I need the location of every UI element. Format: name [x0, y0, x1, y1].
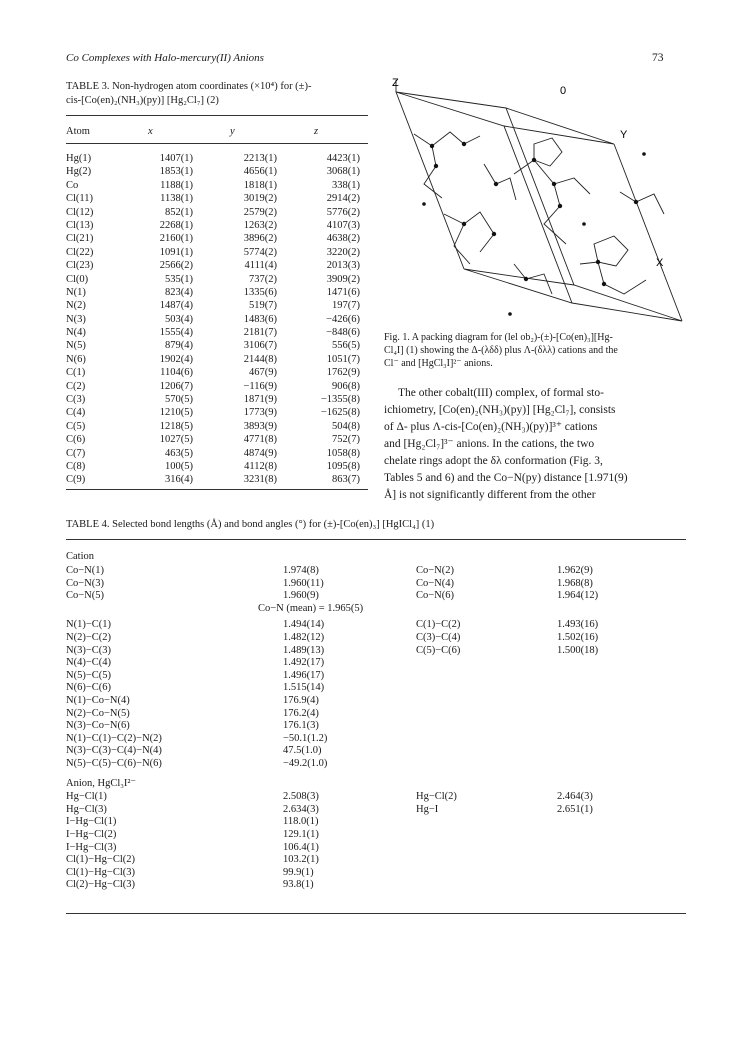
molecule-bonds	[444, 212, 494, 252]
table3-cell-y: 2213(1)	[243, 153, 277, 164]
table3-cell-y: 737(2)	[249, 273, 277, 285]
axis-label-z: Z	[392, 77, 399, 89]
table3-cell-y: 1773(9)	[243, 407, 277, 419]
table3-cell-x: 1188(1)	[160, 179, 193, 191]
table3-row	[66, 166, 368, 179]
table4-bond-label: Co−N(4)	[416, 577, 455, 589]
table3-cell-y: 1483(6)	[243, 313, 277, 325]
table4-bond-label: Cl(2)−Hg−Cl(3)	[66, 879, 136, 891]
table3-row	[66, 407, 368, 420]
table3-body	[66, 153, 368, 488]
table4-bond-label: N(1)−C(1)−C(2)−N(2)	[66, 732, 162, 744]
table3-cell-atom: C(8)	[66, 460, 86, 472]
table3-cell-x: 535(1)	[165, 273, 193, 285]
table3-header-y: y	[230, 126, 235, 137]
molecule-bonds	[484, 164, 516, 200]
table4-bond-label: C(3)−C(4)	[416, 632, 461, 643]
table3-header-x: x	[148, 126, 153, 137]
table4-bond-value: 1.964(12)	[557, 590, 599, 602]
table3-row	[66, 233, 368, 246]
table4-bond-value: −50.1(1.2)	[283, 732, 328, 744]
table4-bond-label: Co−N(5)	[66, 590, 105, 602]
table3-cell-atom: Cl(12)	[66, 206, 94, 218]
table3-cell-y: −116(9)	[243, 380, 277, 392]
table4-bond-value: 47.5(1.0)	[283, 745, 322, 757]
table3-row	[66, 274, 368, 287]
table3-cell-z: 1762(9)	[326, 367, 360, 379]
table3-cell-atom: Hg(1)	[66, 153, 92, 164]
body-line: Tables 5 and 6) and the Co−N(py) distance [1.971(9)	[384, 472, 628, 484]
table3-cell-x: 100(5)	[165, 460, 193, 472]
table3-cell-y: 467(9)	[249, 367, 277, 379]
table4-bond-value: −49.2(1.0)	[283, 758, 328, 769]
table4-bond-value: 1.962(9)	[557, 565, 593, 576]
table3-cell-x: 1555(4)	[159, 327, 193, 339]
table4-bond-value: 106.4(1)	[283, 841, 319, 853]
table4-bond-value: 1.974(8)	[283, 565, 319, 576]
packing-diagram-figure	[384, 74, 686, 330]
table3-cell-atom: C(4)	[66, 407, 86, 419]
table3-cell-atom: C(3)	[66, 394, 86, 406]
cell-top-face	[396, 92, 614, 144]
figure-caption-line: Cl₄I] (1) showing the Δ-(λδδ) plus Λ-(δλλ) cations and the	[384, 345, 618, 356]
table3-cell-y: 4771(8)	[243, 434, 277, 446]
table3-row	[66, 340, 368, 353]
table4-bond-value: 2.464(3)	[557, 791, 593, 803]
body-line: The other cobalt(III) complex, of formal sto-	[398, 387, 604, 399]
table4-bond-value: 1.494(14)	[283, 619, 325, 631]
table3-cell-atom: N(1)	[66, 286, 86, 298]
table3-cell-x: 463(5)	[165, 447, 193, 459]
table3-header-rule	[66, 143, 368, 144]
table3-cell-z: 4638(2)	[326, 233, 360, 245]
body-line: chelate rings adopt the δλ conformation (Fig. 3,	[384, 455, 603, 467]
table3-cell-z: 906(8)	[332, 380, 360, 392]
body-line: ichiometry, [Co(en)₂(NH₃)(py)] [Hg₂Cl₇], consists	[384, 404, 616, 416]
table4-bond-value: 1.960(9)	[283, 590, 319, 602]
table4-bond-value: 176.1(3)	[283, 720, 319, 732]
table4-bond-value: 1.960(11)	[283, 577, 324, 589]
table3-cell-atom: Cl(0)	[66, 273, 89, 285]
table4-bond-label: N(1)−C(1)	[66, 619, 111, 631]
table4-caption: TABLE 4. Selected bond lengths (Å) and bond angles (°) for (±)-[Co(en)₃] [HgICl₄] (1)	[66, 519, 435, 530]
table4-bond-label: Co−N(3)	[66, 577, 105, 589]
table3-cell-x: 1487(4)	[159, 300, 193, 312]
table3-cell-atom: Cl(23)	[66, 260, 94, 272]
table4-bond-value: 176.2(4)	[283, 707, 319, 719]
table4-bond-value: 103.2(1)	[283, 854, 319, 866]
table3-cell-x: 879(4)	[165, 340, 193, 352]
table3-cell-atom: Hg(2)	[66, 166, 92, 178]
table3-row	[66, 300, 368, 313]
table4-bond-label: N(3)−Co−N(6)	[66, 720, 130, 732]
table3-row	[66, 153, 368, 166]
table3-row	[66, 193, 368, 206]
table4-bond-label: N(3)−C(3)−C(4)−N(4)	[66, 745, 162, 757]
table4-bond-label: N(5)−C(5)−C(6)−N(6)	[66, 758, 162, 769]
table3-row	[66, 180, 368, 193]
table3-cell-z: 3068(1)	[326, 166, 360, 178]
table3-caption-line2: cis-[Co(en)₂(NH₃)(py)] [Hg₂Cl₇] (2)	[66, 95, 219, 106]
table3-row	[66, 287, 368, 300]
table3-row	[66, 260, 368, 273]
table3-cell-x: 1206(7)	[159, 380, 193, 392]
table3-cell-z: 1095(8)	[326, 460, 360, 472]
table4-top-rule	[66, 539, 686, 540]
table3-row	[66, 367, 368, 380]
table4-bond-value: 118.0(1)	[283, 816, 319, 828]
table3-cell-x: 570(5)	[165, 394, 193, 406]
axis-label-origin: 0	[560, 85, 567, 97]
table4-bond-label: N(4)−C(4)	[66, 657, 111, 669]
table4-bond-value: 1.500(18)	[557, 644, 599, 656]
table4-bond-value: 2.508(3)	[283, 791, 319, 803]
table3-cell-atom: N(5)	[66, 340, 86, 352]
table4-bond-value: 1.502(16)	[557, 632, 599, 643]
table3-cell-x: 1218(5)	[159, 420, 193, 432]
table3-row	[66, 247, 368, 260]
table3-cell-y: 3896(2)	[243, 233, 277, 245]
table4-bond-value: 1.493(16)	[557, 619, 599, 631]
cell-edge	[506, 108, 574, 285]
table3-cell-atom: C(9)	[66, 474, 86, 486]
table3-cell-z: 1058(8)	[326, 447, 360, 459]
table4-bond-value: 129.1(1)	[283, 829, 319, 840]
table3-row	[66, 314, 368, 327]
table3-cell-y: 3019(2)	[243, 193, 277, 205]
molecule-bonds	[454, 224, 470, 264]
table3-top-rule	[66, 115, 368, 116]
table3-cell-z: −1625(8)	[320, 407, 360, 419]
table3-cell-atom: N(4)	[66, 327, 86, 339]
body-paragraph	[384, 385, 686, 504]
table3-cell-y: 3106(7)	[243, 340, 277, 352]
table3-cell-atom: Cl(11)	[66, 193, 94, 205]
table3-cell-y: 2181(7)	[243, 327, 277, 339]
table3-cell-z: 4423(1)	[326, 153, 360, 164]
cell-bottom-face	[464, 269, 682, 321]
table3-header	[66, 126, 368, 140]
table4-bond-label: I−Hg−Cl(3)	[66, 841, 117, 853]
table3-cell-atom: Cl(22)	[66, 246, 94, 258]
table3-caption-line1: TABLE 3. Non-hydrogen atom coordinates (×10⁴) for (±)-	[66, 81, 312, 92]
table3-cell-z: 3220(2)	[326, 246, 360, 258]
table4-bond-value: 99.9(1)	[283, 866, 314, 878]
table3-cell-x: 1027(5)	[159, 434, 193, 446]
table3-row	[66, 207, 368, 220]
table3-cell-atom: C(6)	[66, 434, 86, 446]
table3-cell-z: 863(7)	[332, 474, 360, 486]
table4-anion-heading: Anion, HgCl₃I²⁻	[66, 777, 137, 789]
table3-row	[66, 327, 368, 340]
table4-bond-label: Hg−Cl(3)	[66, 803, 107, 815]
table3-cell-x: 1407(1)	[159, 153, 193, 164]
table3-cell-y: 519(7)	[249, 300, 277, 312]
table3-cell-z: 4107(3)	[326, 219, 360, 231]
table3-header-atom: Atom	[66, 126, 90, 137]
molecule-bonds	[620, 192, 664, 214]
figure-caption	[384, 331, 684, 370]
table4-bond-label: Hg−I	[416, 803, 439, 815]
cell-edge	[396, 92, 464, 269]
table3-cell-atom: N(6)	[66, 353, 86, 365]
table4-bond-label: Co−N(2)	[416, 565, 455, 576]
table3-cell-x: 2160(1)	[159, 233, 193, 245]
table4-bottom-rule	[66, 913, 686, 914]
table3-cell-y: 4112(8)	[244, 460, 277, 472]
table3-cell-z: −848(6)	[326, 327, 360, 339]
table4-bond-label: Hg−Cl(2)	[416, 791, 457, 803]
table4-bond-value: 1.489(13)	[283, 644, 325, 656]
table4-bond-label: Cl(1)−Hg−Cl(2)	[66, 854, 136, 866]
table4-bond-label: N(2)−C(2)	[66, 632, 111, 643]
table3-cell-z: 556(5)	[332, 340, 360, 352]
table4-bond-label: C(5)−C(6)	[416, 644, 461, 656]
body-line: Å] is not significantly different from the other	[384, 489, 596, 501]
table4-bond-label: I−Hg−Cl(1)	[66, 816, 117, 828]
table3-cell-x: 1210(5)	[159, 407, 193, 419]
table3-cell-y: 3893(9)	[243, 420, 277, 432]
table3-cell-x: 1902(4)	[159, 353, 193, 365]
table4-mean-row: Co−N (mean) = 1.965(5)	[258, 602, 364, 614]
table3-cell-x: 503(4)	[165, 313, 193, 325]
table3-cell-y: 1335(6)	[243, 286, 277, 298]
table4-bond-value: 1.496(17)	[283, 669, 325, 681]
table4-bond-label: N(3)−C(3)	[66, 644, 111, 656]
table3-caption	[66, 80, 366, 108]
table3-row	[66, 474, 368, 487]
table3-cell-z: 2013(3)	[326, 260, 360, 272]
table3-cell-x: 316(4)	[165, 474, 193, 486]
packing-diagram-svg	[384, 74, 686, 330]
table3-cell-atom: C(2)	[66, 380, 86, 392]
table4-bond-label: N(6)−C(6)	[66, 682, 111, 694]
table3-row	[66, 354, 368, 367]
table3-row	[66, 448, 368, 461]
table4-bond-label: I−Hg−Cl(2)	[66, 829, 117, 840]
table3-cell-y: 1871(9)	[243, 394, 277, 406]
table3-cell-atom: N(3)	[66, 313, 86, 325]
table4-bond-value: 2.634(3)	[283, 803, 319, 815]
table3-cell-atom: C(1)	[66, 367, 86, 379]
table3-row	[66, 461, 368, 474]
molecule-ring	[534, 138, 562, 166]
table4-bond-label: Hg−Cl(1)	[66, 791, 107, 803]
table4-bond-label: Co−N(6)	[416, 590, 455, 602]
table4-bond-label: C(1)−C(2)	[416, 619, 461, 631]
table4-bond-label: N(5)−C(5)	[66, 669, 111, 681]
table4-bond-value: 176.9(4)	[283, 695, 319, 706]
table3-row	[66, 394, 368, 407]
axis-label-y: Y	[620, 129, 628, 141]
table3-cell-atom: Cl(13)	[66, 219, 94, 231]
table3-cell-z: 197(7)	[332, 300, 360, 312]
table4-bond-value: 1.482(12)	[283, 632, 325, 643]
table3-cell-y: 4656(1)	[243, 166, 277, 178]
table3-cell-z: 338(1)	[332, 179, 360, 191]
table3-cell-y: 4874(9)	[243, 447, 277, 459]
table3-cell-z: 752(7)	[332, 434, 360, 446]
running-head: Co Complexes with Halo-mercury(II) Anions	[66, 52, 264, 64]
body-line: of Δ- plus Λ-cis-[Co(en)₂(NH₃)(py)]³⁺ cations	[384, 421, 598, 433]
table3-cell-x: 852(1)	[165, 206, 193, 218]
page-number: 73	[652, 52, 664, 64]
table3-cell-y: 5774(2)	[243, 246, 277, 258]
table3-cell-atom: Co	[66, 179, 79, 191]
table3-cell-x: 823(4)	[165, 286, 193, 298]
molecule-bonds	[580, 262, 646, 294]
atom-markers	[422, 142, 646, 316]
table3-cell-z: −426(6)	[326, 313, 360, 325]
table3-cell-z: 5776(2)	[326, 206, 360, 218]
table4-bond-value: 2.651(1)	[557, 803, 593, 815]
table3-cell-x: 1104(6)	[160, 367, 193, 379]
table3-cell-x: 1091(1)	[159, 246, 193, 258]
table3-cell-y: 1263(2)	[243, 219, 277, 231]
table4-bond-label: N(1)−Co−N(4)	[66, 695, 130, 706]
table4-bond-value: 1.515(14)	[283, 682, 325, 694]
table3-cell-x: 2268(1)	[159, 219, 193, 231]
table4-bond-label: Cl(1)−Hg−Cl(3)	[66, 866, 136, 878]
table4-bond-value: 93.8(1)	[283, 879, 314, 891]
table4-bond-value: 1.492(17)	[283, 657, 325, 669]
table4-cation-heading: Cation	[66, 551, 94, 562]
table3-cell-y: 4111(4)	[244, 260, 277, 272]
table3-cell-atom: C(5)	[66, 420, 86, 432]
axis-label-x: X	[656, 257, 664, 269]
table3-header-z: z	[314, 126, 319, 137]
table3-cell-atom: Cl(21)	[66, 233, 94, 245]
table3-cell-y: 2144(8)	[243, 353, 277, 365]
table3-cell-z: 3909(2)	[326, 273, 360, 285]
table3-cell-z: 504(8)	[332, 420, 360, 432]
body-line: and [Hg₂Cl₇]³⁻ anions. In the cations, the two	[384, 438, 595, 450]
table3-cell-x: 1138(1)	[160, 193, 193, 205]
table3-cell-z: 1051(7)	[326, 353, 360, 365]
table3-cell-y: 2579(2)	[243, 206, 277, 218]
table4-bond-label: Co−N(1)	[66, 565, 105, 576]
figure-caption-line: Fig. 1. A packing diagram for (lel ob₂)-(±)-[Co(en)₃][Hg-	[384, 332, 613, 343]
table4-bond-value: 1.968(8)	[557, 577, 593, 589]
table3-cell-atom: N(2)	[66, 300, 86, 312]
table4-bond-label: N(2)−Co−N(5)	[66, 707, 130, 719]
table3-row	[66, 220, 368, 233]
table3-cell-y: 1818(1)	[243, 179, 277, 191]
table3-row	[66, 434, 368, 447]
molecule-bonds	[514, 160, 590, 194]
table3-cell-atom: C(7)	[66, 447, 86, 459]
table3-cell-z: 2914(2)	[326, 193, 360, 205]
table3-cell-x: 1853(1)	[159, 166, 193, 178]
table3-row	[66, 381, 368, 394]
table3-cell-x: 2566(2)	[159, 260, 193, 272]
cell-edge	[614, 144, 682, 321]
table3-cell-z: 1471(6)	[326, 286, 360, 298]
table3-row	[66, 421, 368, 434]
molecule-bonds	[414, 132, 480, 146]
table3-cell-z: −1355(8)	[320, 394, 360, 406]
table3-cell-y: 3231(8)	[243, 474, 277, 486]
figure-caption-line: Cl⁻ and [HgCl₃I]²⁻ anions.	[384, 358, 493, 369]
table3-bottom-rule	[66, 489, 368, 490]
